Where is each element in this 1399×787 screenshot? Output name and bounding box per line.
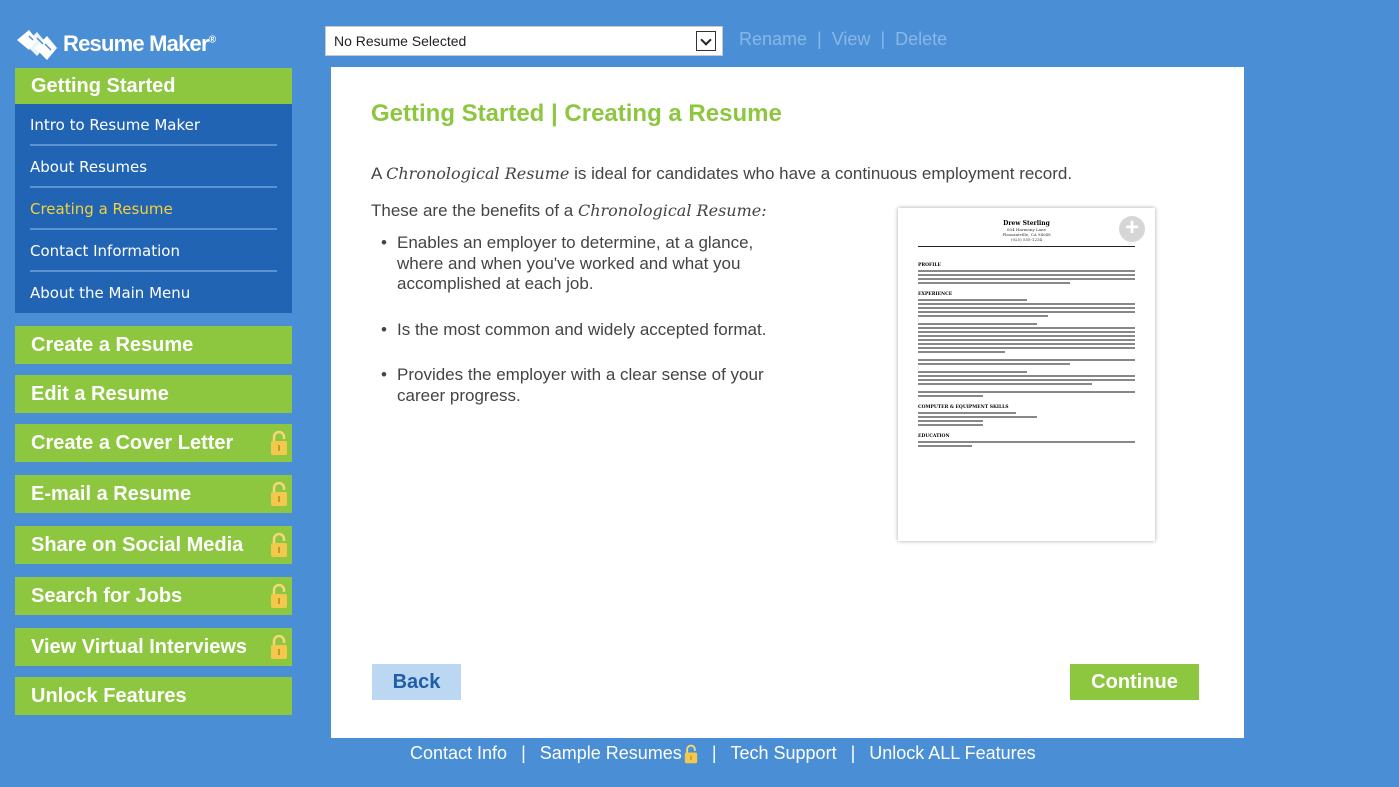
lock-icon [270,634,288,660]
sidebar-item-virtual-interviews[interactable] [15,628,292,666]
submenu-item-contact-information[interactable]: Contact Information [30,230,277,272]
benefits-heading: These are the benefits of a Chronological Resume: [371,201,767,220]
menu-label: Create a Resume [31,334,194,356]
menu-label: E-mail a Resume [31,483,192,505]
lock-icon [684,744,698,764]
app-logo [15,26,215,62]
separator: | [711,743,717,763]
page-title: Getting Started | Creating a Resume [371,100,782,127]
preview-section-heading: EDUCATION [918,434,950,439]
sidebar-section-getting-started[interactable]: Getting Started [15,68,292,104]
menu-label: Edit a Resume [31,383,169,405]
lock-icon [270,481,288,507]
lock-icon [270,430,288,456]
sidebar-item-edit-resume[interactable] [15,375,292,413]
benefits-list [381,233,791,431]
footer-links [410,743,1036,764]
rename-link[interactable]: Rename [739,29,808,49]
preview-address-line: 604 Harmony Lane [1007,227,1046,232]
preview-divider [918,246,1135,247]
preview-section-heading: PROFILE [918,263,941,268]
resume-maker-logo-icon [15,26,61,62]
chronological-resume-term: Chronological Resume [386,164,570,183]
list-item: • Enables an employer to determine, at a glance, where and when you've worked and what you accomplished at each job. [381,233,791,295]
sidebar-item-search-jobs[interactable] [15,577,292,615]
sidebar-item-create-resume[interactable] [15,326,292,364]
submenu-item-about-resumes[interactable]: About Resumes [30,146,277,188]
getting-started-submenu [15,104,292,313]
preview-section-heading: COMPUTER & EQUIPMENT SKILLS [918,405,1009,410]
contact-info-link[interactable]: Contact Info [410,743,508,763]
submenu-item-intro[interactable]: Intro to Resume Maker [30,104,277,146]
delete-link[interactable]: Delete [895,29,948,49]
sample-resumes-link[interactable]: Sample Resumes [539,743,682,763]
resume-select-value: No Resume Selected [334,33,467,49]
preview-address-line: (925) 555-1234 [1010,237,1043,242]
chevron-down-icon[interactable] [696,31,716,51]
main-panel [331,67,1244,738]
intro-text: A Chronological Resume is ideal for candidates who have a continuous employment record. [371,164,1073,183]
lock-icon [270,583,288,609]
separator: | [880,29,886,49]
sidebar-item-share-social-media[interactable] [15,526,292,564]
unlock-all-features-link[interactable]: Unlock ALL Features [869,743,1036,763]
menu-label: View Virtual Interviews [31,636,248,658]
preview-name: Drew Sterling [1003,220,1050,227]
sidebar-item-create-cover-letter[interactable] [15,424,292,462]
list-item: • Provides the employer with a clear sense of your career progress. [381,365,791,406]
list-item: • Is the most common and widely accepted format. [381,320,791,341]
tech-support-link[interactable]: Tech Support [730,743,837,763]
sidebar-item-email-resume[interactable] [15,475,292,513]
resume-actions [739,29,947,50]
back-button[interactable]: Back [372,664,461,700]
resume-preview-thumbnail[interactable] [898,208,1155,541]
menu-label: Unlock Features [31,685,187,707]
resume-select[interactable] [325,26,723,56]
lock-icon [270,532,288,558]
submenu-item-about-main-menu[interactable]: About the Main Menu [30,284,191,302]
submenu-item-creating-a-resume[interactable]: Creating a Resume [30,188,277,230]
sidebar [15,68,292,707]
view-link[interactable]: View [831,29,871,49]
separator: | [850,743,856,763]
menu-label: Create a Cover Letter [31,432,234,454]
separator: | [817,29,822,49]
zoom-plus-icon[interactable]: + [1119,216,1145,242]
menu-label: Share on Social Media [31,534,244,556]
separator: | [521,743,526,763]
preview-address-line: Pleasantville, CA 94048 [1002,232,1051,237]
sidebar-item-unlock-features[interactable] [15,677,292,715]
continue-button[interactable]: Continue [1070,664,1199,700]
menu-label: Search for Jobs [31,585,183,607]
logo-text: Resume Maker® [63,31,216,56]
preview-section-heading: EXPERIENCE [918,292,953,297]
